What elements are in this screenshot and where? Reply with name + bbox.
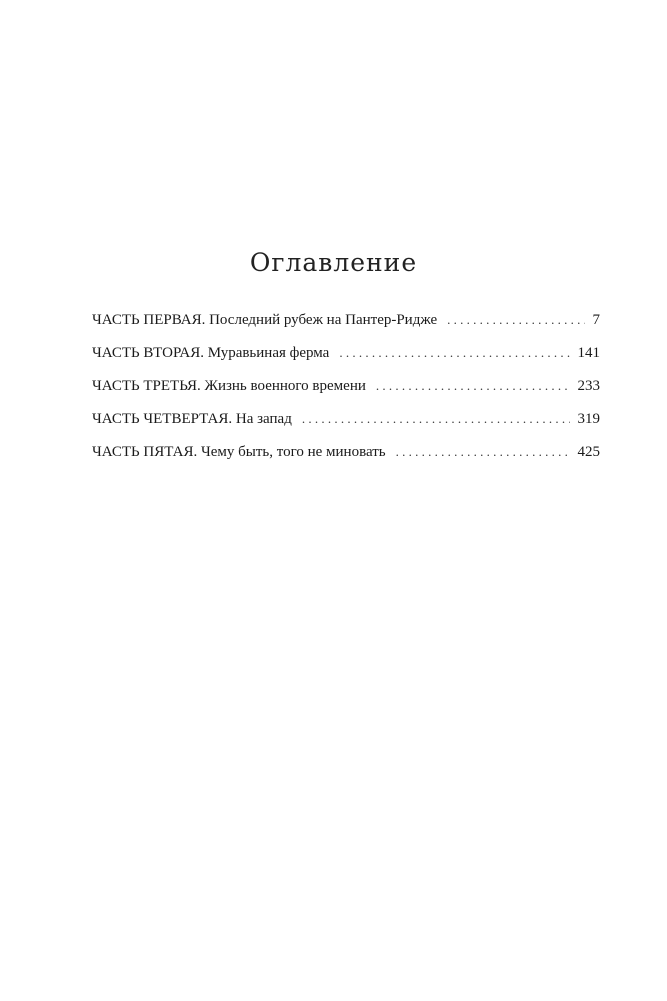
toc-entry-label: ЧАСТЬ ВТОРАЯ. Муравьиная ферма (92, 345, 330, 361)
toc-entry-label: ЧАСТЬ ЧЕТВЕРТАЯ. На запад (92, 411, 292, 427)
toc-leader-dots (396, 444, 570, 460)
toc-leader-dots (302, 411, 570, 427)
toc-leader-dots (339, 345, 569, 361)
toc-entry (92, 378, 600, 411)
page-title: Оглавление (249, 248, 418, 277)
toc-leader-dots (376, 378, 570, 394)
toc-entry (92, 444, 600, 477)
toc-entry (92, 411, 600, 444)
toc-entry-label: ЧАСТЬ ТРЕТЬЯ. Жизнь военного времени (92, 378, 366, 394)
toc-entry-page: 425 (577, 444, 600, 460)
table-of-contents (92, 312, 600, 477)
toc-entry-label: ЧАСТЬ ПЕРВАЯ. Последний рубеж на Пантер-Ридже (92, 312, 438, 328)
toc-entry (92, 312, 600, 345)
toc-entry (92, 345, 600, 378)
toc-entry-label: ЧАСТЬ ПЯТАЯ. Чему быть, того не миновать (92, 444, 386, 460)
toc-entry-page: 141 (577, 345, 600, 361)
toc-entry-page: 233 (577, 378, 600, 394)
toc-entry-page: 7 (592, 312, 600, 328)
toc-leader-dots (447, 312, 584, 328)
toc-entry-page: 319 (577, 411, 600, 427)
